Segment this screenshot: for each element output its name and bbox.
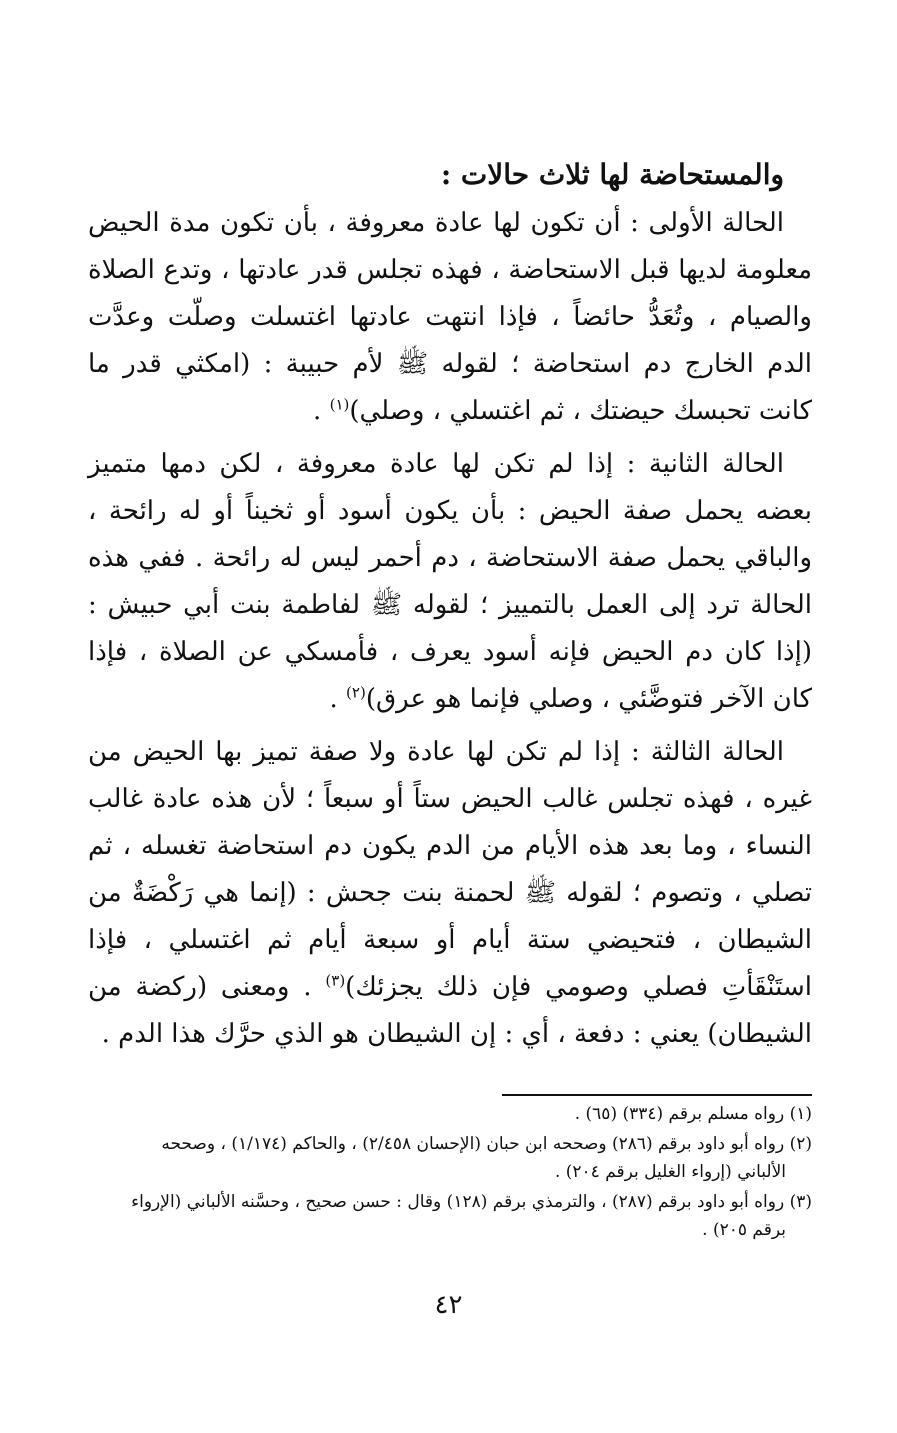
footnote-divider — [502, 1094, 812, 1096]
main-text — [88, 150, 812, 1064]
paragraph-case-3 — [88, 729, 812, 1058]
footnote-3 — [88, 1188, 812, 1244]
footnote-text: (٣) رواه أبو داود برقم (٢٨٧) ، والترمذي برقم (١٢٨) وقال : حسن صحيح ، وحسَّنه الألباني (الإرواء — [131, 1192, 812, 1212]
paragraph-tail: . ومعنى (ركضة من الشيطان) يعني : دفعة ، أي : إن الشيطان هو الذي حرَّك هذا الدم . — [88, 972, 812, 1049]
paragraph-case-2 — [88, 441, 812, 723]
footnote-2 — [88, 1130, 812, 1186]
paragraph-case-1 — [88, 200, 812, 435]
footnote-1 — [88, 1100, 812, 1128]
footnote-text: (٢) رواه أبو داود برقم (٢٨٦) وصححه ابن حبان (الإحسان ٢/٤٥٨) ، والحاكم (١/١٧٤) ، وصححه — [161, 1134, 812, 1154]
page-number: ٤٢ — [434, 1290, 463, 1320]
footnote-ref[interactable]: (٢) — [346, 683, 366, 702]
paragraph-text: الحالة الأولى : أن تكون لها عادة معروفة ، بأن تكون مدة الحيض معلومة لديها قبل الاستحاضة ، فهذه تجلس قدر عادتها ، وتدع الصلاة والصيام ، وتُعَدُّ حائضاً ، فإذا انتهت عادتها اغتسلت وصلّت وعدَّت الدم الخارج دم استحاضة ؛ لقوله ﷺ لأم حبيبة : (امكثي قدر ما كانت تحبسك حيضتك ، ثم اغتسلي ، وصلي) — [88, 208, 812, 426]
footnote-ref[interactable]: (٣) — [325, 971, 346, 990]
footnote-text: (١) رواه مسلم برقم (٣٣٤) (٦٥) . — [574, 1104, 812, 1124]
footnotes — [88, 1100, 812, 1246]
paragraph-text: الحالة الثانية : إذا لم تكن لها عادة معروفة ، لكن دمها متميز بعضه يحمل صفة الحيض : بأن يكون أسود أو ثخيناً أو له رائحة ، والباقي يحمل صفة الاستحاضة ، دم أحمر ليس له رائحة . ففي هذه الحالة ترد إلى العمل بالتمييز ؛ لقوله ﷺ لفاطمة بنت أبي حبيش : (إذا كان دم الحيض فإنه أسود يعرف ، فأمسكي عن الصلاة ، فإذا كان الآخر فتوضَّئي ، وصلي فإنما هو عرق) — [88, 449, 812, 714]
footnote-continuation: الألباني (إرواء الغليل برقم ٢٠٤) . — [554, 1162, 786, 1182]
footnote-continuation: برقم ٢٠٥) . — [702, 1220, 786, 1240]
paragraph-tail: . — [313, 396, 330, 426]
paragraph-tail: . — [329, 684, 347, 714]
section-heading: والمستحاضة لها ثلاث حالات : — [440, 158, 784, 191]
footnote-ref[interactable]: (١) — [329, 395, 350, 414]
paragraph-text: الحالة الثالثة : إذا لم تكن لها عادة ولا صفة تميز بها الحيض من غيره ، فهذه تجلس غالب الحيض ستاً أو سبعاً ؛ لأن هذه عادة غالب النساء ، وما بعد هذه الأيام من الدم يكون دم استحاضة تغسله ، ثم تصلي ، وتصوم ؛ لقوله ﷺ لحمنة بنت جحش : (إنما هي رَكْضَةٌ من الشيطان ، فتحيضي ستة أيام أو سبعة أيام ثم اغتسلي ، فإذا استَنْقَأتِ فصلي وصومي فإن ذلك يجزئك) — [88, 737, 812, 1002]
